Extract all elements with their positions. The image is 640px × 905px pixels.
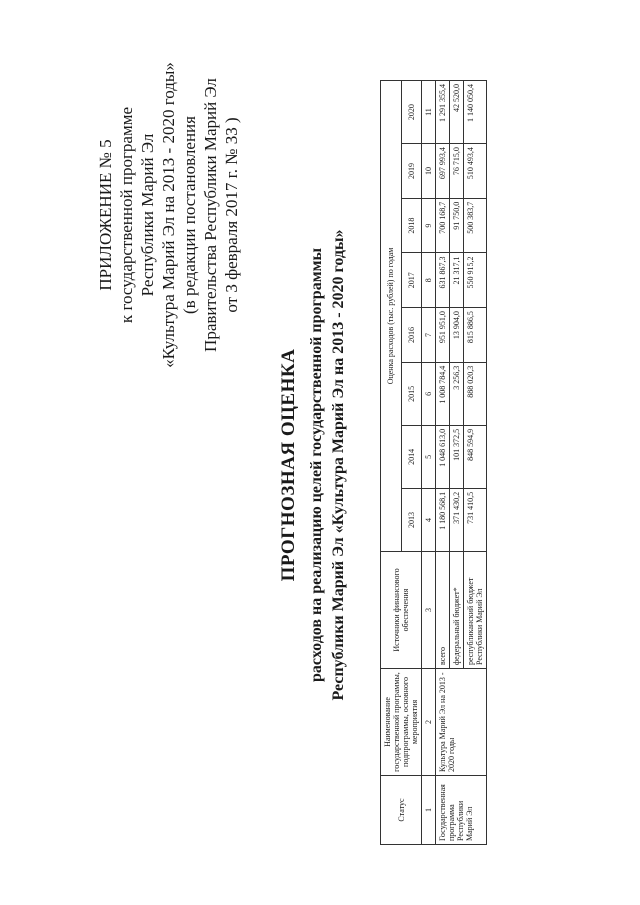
header-row — [381, 81, 402, 845]
row-value: 13 904,0 — [450, 308, 464, 363]
table-row — [436, 81, 450, 845]
year-header: 2017 — [401, 253, 422, 308]
column-index: 8 — [422, 253, 436, 308]
row-value: 1 180 568,1 — [436, 488, 450, 551]
year-header: 2013 — [401, 488, 422, 551]
year-header: 2014 — [401, 425, 422, 488]
row-value: 700 168,7 — [436, 198, 450, 253]
row-value: 500 383,7 — [464, 198, 487, 253]
row-value: 550 915,2 — [464, 253, 487, 308]
row-value: 1 008 784,4 — [436, 362, 450, 425]
column-index: 4 — [422, 488, 436, 551]
title-line-3: Республики Марий Эл «Культура Марий Эл на 2013 - 2020 годы» — [330, 229, 347, 701]
year-header: 2018 — [401, 198, 422, 253]
appendix-line: Правительства Республики Марий Эл — [201, 78, 220, 352]
appendix-line: (в редакции постановления — [180, 116, 199, 314]
row-value: 815 886,5 — [464, 308, 487, 363]
row-value: 1 048 613,0 — [436, 425, 450, 488]
appendix-line: к государственной программе — [117, 106, 136, 324]
column-index: 6 — [422, 362, 436, 425]
column-index: 3 — [422, 552, 436, 669]
row-value: 951 951,0 — [436, 308, 450, 363]
row-value: 76 715,0 — [450, 144, 464, 199]
row-value: 3 256,3 — [450, 362, 464, 425]
header-name: Наименование государственной программы, подпрограммы, основного мероприятия — [381, 669, 422, 776]
row-value: 21 317,1 — [450, 253, 464, 308]
row-value: 631 867,3 — [436, 253, 450, 308]
row-value: 101 372,5 — [450, 425, 464, 488]
appendix-line: Республики Марий Эл — [138, 133, 157, 297]
header-estimate: Оценка расходов (тыс. рублей) по годам — [381, 81, 402, 552]
appendix-line: «Культура Марий Эл на 2013 - 2020 годы» — [159, 62, 178, 368]
column-index: 2 — [422, 669, 436, 776]
row-value: 888 020,3 — [464, 362, 487, 425]
row-value: 42 520,0 — [450, 81, 464, 144]
row-value: 731 410,5 — [464, 488, 487, 551]
appendix-block — [95, 55, 242, 375]
row-value: 1 291 355,4 — [436, 81, 450, 144]
row-value: 1 140 050,4 — [464, 81, 487, 144]
year-header: 2020 — [401, 81, 422, 144]
row-value: 371 430,2 — [450, 488, 464, 551]
appendix-line: от 3 февраля 2017 г. № 33 ) — [222, 117, 241, 313]
year-header: 2019 — [401, 144, 422, 199]
row-value: 697 993,4 — [436, 144, 450, 199]
column-index-row — [422, 81, 436, 845]
document-title — [278, 185, 350, 745]
row-value: 91 750,0 — [450, 198, 464, 253]
row-name: Культура Марий Эл на 2013 - 2020 годы — [436, 669, 487, 776]
year-header: 2016 — [401, 308, 422, 363]
header-status: Статус — [381, 776, 422, 845]
column-index: 11 — [422, 81, 436, 144]
column-index: 10 — [422, 144, 436, 199]
column-index: 9 — [422, 198, 436, 253]
row-source: республиканский бюджет Республики Марий Эл — [464, 552, 487, 669]
appendix-line: ПРИЛОЖЕНИЕ № 5 — [96, 139, 115, 291]
column-index: 1 — [422, 776, 436, 845]
row-status: Государственная программа Республики Марий Эл — [436, 776, 487, 845]
column-index: 5 — [422, 425, 436, 488]
row-value: 510 493,4 — [464, 144, 487, 199]
estimate-table — [380, 80, 487, 845]
title-main: ПРОГНОЗНАЯ ОЦЕНКА — [278, 348, 299, 582]
column-index: 7 — [422, 308, 436, 363]
year-header: 2015 — [401, 362, 422, 425]
header-source: Источники финансового обеспечения — [381, 552, 422, 669]
row-source: всего — [436, 552, 450, 669]
row-source: федеральный бюджет* — [450, 552, 464, 669]
title-line-2: расходов на реализацию целей государственной программы — [308, 248, 325, 682]
row-value: 848 594,9 — [464, 425, 487, 488]
